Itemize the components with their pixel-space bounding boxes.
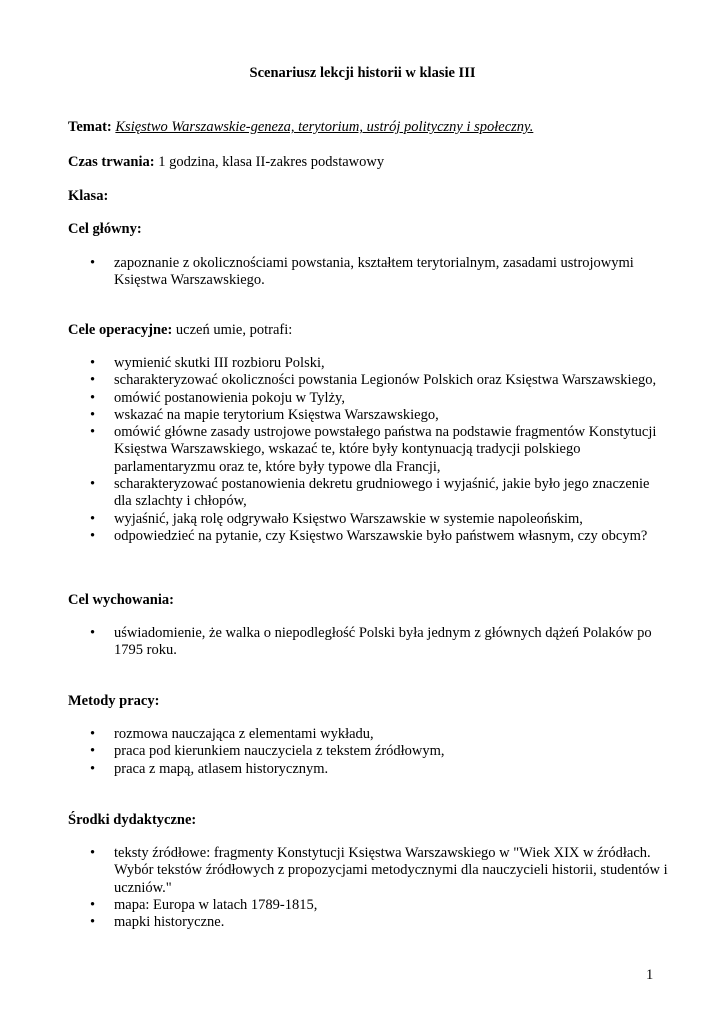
- operational-goals-list: [68, 355, 668, 545]
- list-item: • mapa: Europa w latach 1789-1815,: [68, 897, 668, 914]
- document-title: Scenariusz lekcji historii w klasie III: [249, 65, 476, 81]
- duration-label: Czas trwania:: [68, 154, 155, 170]
- list-item: • wymienić skutki III rozbioru Polski,: [68, 355, 668, 372]
- list-item: • uświadomienie, że walka o niepodległość Polski była jednym z głównych dążeń Polaków po 1795 roku.: [68, 625, 668, 660]
- didactic-means-list: [68, 845, 668, 931]
- operational-goals-line: [68, 322, 292, 339]
- list-item: • omówić postanowienia pokoju w Tylży,: [68, 390, 668, 407]
- list-item: • omówić główne zasady ustrojowe powstałego państwa na podstawie fragmentów Konstytucji Księstwa Warszawskiego, wskazać te, które były kontynuacją tradycji polskiego parlamentaryzmu oraz te, które były typowe dla Francji,: [68, 424, 668, 476]
- methods-heading: Metody pracy:: [68, 693, 160, 709]
- topic-value: Księstwo Warszawskie-geneza, terytorium, ustrój polityczny i społeczny.: [115, 119, 534, 135]
- duration-line: [68, 154, 384, 171]
- list-item: • praca z mapą, atlasem historycznym.: [68, 761, 668, 778]
- duration-value: 1 godzina, klasa II-zakres podstawowy: [158, 154, 385, 170]
- list-item: • wyjaśnić, jaką rolę odgrywało Księstwo Warszawskie w systemie napoleońskim,: [68, 511, 668, 528]
- methods-list: [68, 726, 668, 778]
- main-goal-list: [68, 255, 668, 290]
- list-item: • zapoznanie z okolicznościami powstania, kształtem terytorialnym, zasadami ustrojowymi Księstwa Warszawskiego.: [68, 255, 668, 290]
- educational-goal-heading: Cel wychowania:: [68, 592, 174, 608]
- didactic-means-heading: Środki dydaktyczne:: [68, 812, 197, 828]
- list-item: • mapki historyczne.: [68, 914, 668, 931]
- topic-line: [68, 119, 533, 136]
- list-item: • rozmowa nauczająca z elementami wykładu,: [68, 726, 668, 743]
- list-item: • wskazać na mapie terytorium Księstwa Warszawskiego,: [68, 407, 668, 424]
- list-item: • praca pod kierunkiem nauczyciela z tekstem źródłowym,: [68, 743, 668, 760]
- list-item: • odpowiedzieć na pytanie, czy Księstwo Warszawskie było państwem własnym, czy obcym?: [68, 528, 668, 545]
- list-item: • scharakteryzować postanowienia dekretu grudniowego i wyjaśnić, jakie było jego znaczenie dla szlachty i chłopów,: [68, 476, 668, 511]
- page-number: 1: [646, 967, 654, 983]
- list-item: • scharakteryzować okoliczności powstania Legionów Polskich oraz Księstwa Warszawskiego,: [68, 372, 668, 389]
- operational-goals-intro: uczeń umie, potrafi:: [175, 322, 293, 338]
- class-label: Klasa:: [68, 188, 109, 204]
- operational-goals-heading: Cele operacyjne:: [68, 322, 173, 338]
- main-goal-heading: Cel główny:: [68, 221, 142, 237]
- topic-label: Temat:: [68, 119, 112, 135]
- educational-goal-list: [68, 625, 668, 660]
- list-item: • teksty źródłowe: fragmenty Konstytucji Księstwa Warszawskiego w "Wiek XIX w źródłach. Wybór tekstów źródłowych z propozycjami metodycznymi dla nauczycieli historii, studentów i uczniów.": [68, 845, 668, 897]
